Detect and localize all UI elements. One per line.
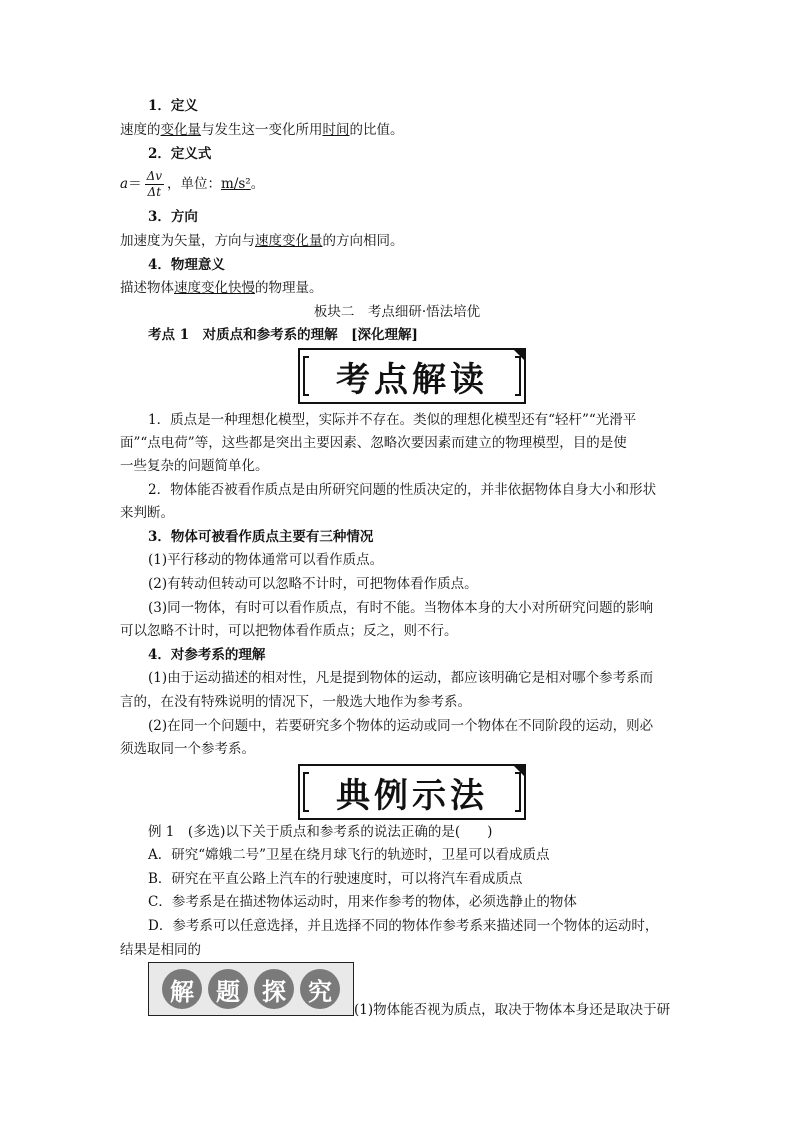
bracket-left [303, 356, 309, 396]
meaning-text [120, 278, 323, 298]
option-c: C．参考系是在描述物体运动时，用来作参考的物体，必须选静止的物体 [148, 894, 577, 910]
para3-item3-line1: (3)同一物体，有时可以看作质点，有时不能。当物体本身的大小对所研究问题的影响 [148, 600, 654, 616]
para3-item3-line2: 可以忽略不计时，可以把物体看作质点；反之，则不行。 [120, 623, 458, 639]
denominator: Δt [147, 184, 162, 199]
text: 加速度为矢量，方向与 [120, 233, 255, 249]
text: 。 [250, 176, 265, 192]
text: 速度的 [120, 122, 161, 138]
underlined-term: 速度变化快慢 [174, 280, 255, 296]
unit-value: m/s² [221, 176, 251, 192]
definition-text [120, 120, 404, 140]
example-stem: 例 1 (多选)以下关于质点和参考系的说法正确的是( ) [148, 824, 493, 840]
para4-heading: 4．对参考系的理解 [148, 647, 266, 663]
text: 的比值。 [349, 122, 404, 138]
kaodian-heading: 考点 1 对质点和参考系的理解 [深化理解] [148, 327, 418, 343]
corner-decoration [512, 348, 526, 362]
jieti-tanjiu-box [148, 962, 354, 1016]
numerator: Δv [146, 168, 163, 183]
acceleration-formula [120, 168, 264, 200]
option-d-line1: D．参考系可以任意选择，并且选择不同的物体作参考系来描述同一个物体的运动时， [148, 918, 659, 934]
option-a: A．研究“嫦娥二号”卫星在绕月球飞行的轨迹时，卫星可以看成质点 [148, 847, 550, 863]
corner-decoration [512, 764, 526, 778]
fraction [145, 169, 164, 200]
bracket-right [515, 356, 521, 396]
para4-item2-line1: (2)在同一个问题中，若要研究多个物体的运动或同一个物体在不同阶段的运动，则必 [148, 718, 654, 734]
unit-label: ，单位： [167, 176, 222, 192]
formula-line [120, 168, 264, 200]
banner-text: 考点解读 [336, 359, 488, 400]
option-d-line2: 结果是相同的 [120, 942, 201, 958]
para1-line2: 面”“点电荷”等，这些都是突出主要因素、忽略次要因素而建立的物理模型，目的是使 [120, 435, 627, 451]
para2-line2: 来判断。 [120, 505, 174, 521]
equals-sign: ＝ [128, 176, 142, 192]
option-b: B．研究在平直公路上汽车的行驶速度时，可以将汽车看成质点 [148, 871, 523, 887]
para3-item2: (2)有转动但转动可以忽略不计时，可把物体看作质点。 [148, 576, 478, 592]
para4-item1-line2: 言的，在没有特殊说明的情况下，一般选大地作为参考系。 [120, 694, 471, 710]
text: 描述物体 [120, 280, 174, 296]
para1-line3: 一些复杂的问题简单化。 [120, 458, 269, 474]
text: 的方向相同。 [322, 233, 404, 249]
para2-line1: 2．物体能否被看作质点是由所研究问题的性质决定的，并非依据物体自身大小和形状 [148, 482, 657, 498]
banner-dianli-shifa [298, 764, 526, 820]
underlined-term: 时间 [322, 122, 350, 138]
circle-char: 题 [208, 969, 248, 1009]
underlined-term: 变化量 [160, 122, 201, 138]
text: 的物理量。 [255, 280, 323, 296]
bracket-left [303, 772, 309, 812]
para1-line1: 1．质点是一种理想化模型，实际并不存在。类似的理想化模型还有“轻杆”“光滑平 [148, 412, 637, 428]
circle-char: 探 [254, 969, 294, 1009]
heading-direction: 3．方向 [148, 209, 198, 225]
para3-heading: 3．物体可被看作质点主要有三种情况 [148, 529, 374, 545]
heading-formula: 2．定义式 [148, 146, 212, 162]
para4-item2-line2: 须选取同一个参考系。 [120, 741, 255, 757]
underlined-term: 速度变化量 [255, 233, 323, 249]
circle-char: 解 [162, 969, 202, 1009]
banner-kaodian-jiedu [298, 348, 526, 404]
text: 与发生这一变化所用 [201, 122, 323, 138]
circle-char: 究 [300, 969, 340, 1009]
para4-item1-line1: (1)由于运动描述的相对性，凡是提到物体的运动，都应该明确它是相对哪个参考系而 [148, 670, 654, 686]
heading-meaning: 4．物理意义 [148, 257, 225, 273]
section-title: 板块二 考点细研·悟法培优 [313, 304, 481, 320]
banner-text: 典例示法 [336, 775, 488, 816]
para3-item1: (1)平行移动的物体通常可以看作质点。 [148, 552, 384, 568]
explore-text: (1)物体能否视为质点，取决于物体本身还是取决于研 [354, 1002, 671, 1018]
variable-a: a [120, 176, 129, 192]
direction-text [120, 231, 404, 251]
heading-definition: 1．定义 [148, 98, 198, 114]
bracket-right [515, 772, 521, 812]
